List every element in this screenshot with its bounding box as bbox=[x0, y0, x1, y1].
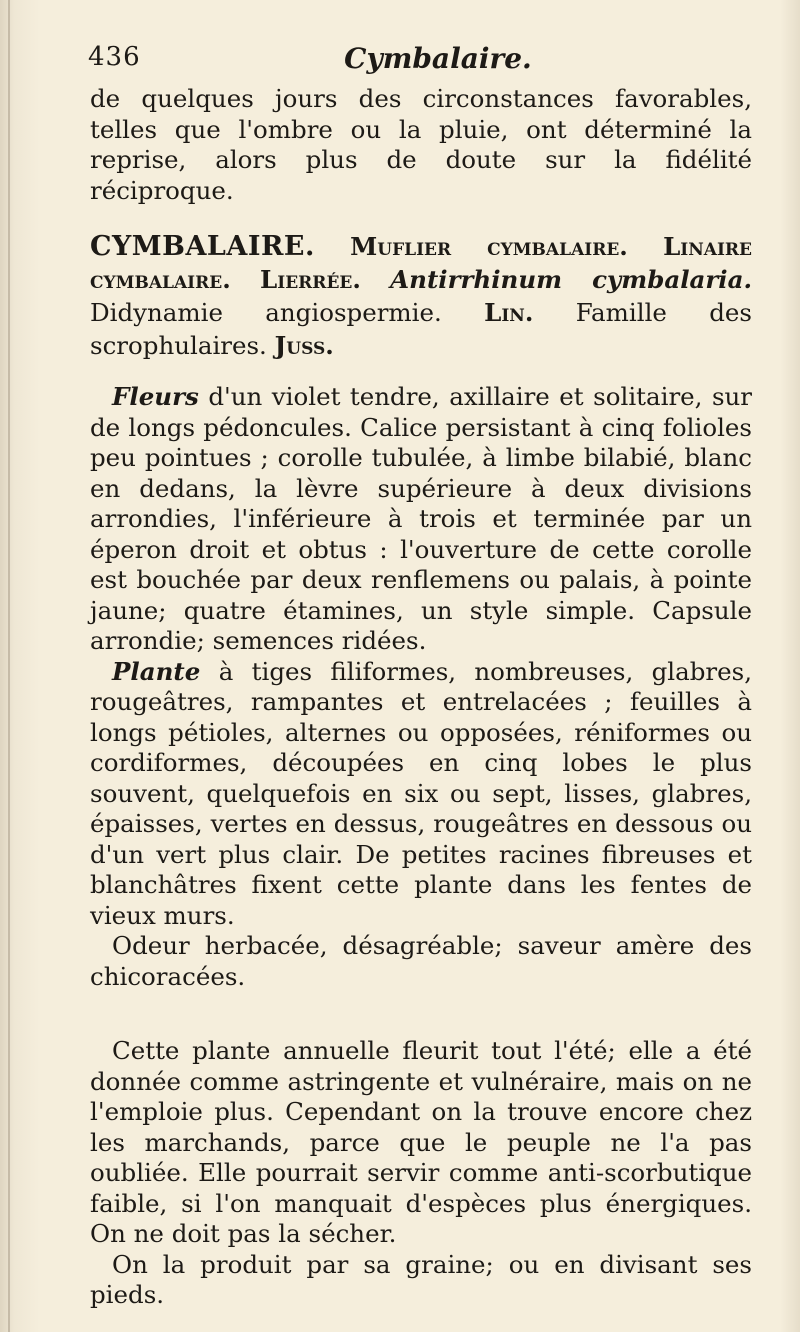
running-title: Cymbalaire. bbox=[344, 42, 532, 75]
plant-lead: Plante bbox=[112, 656, 201, 686]
synonym-muflier: Muflier cymbalaire. bbox=[350, 232, 628, 261]
intro-text: de quelques jours des circonstances favorables, telles que l'ombre ou la pluie, ont déterminé la reprise, alors plus de doute sur la fidélité réciproque. bbox=[90, 84, 752, 205]
usage-text: Cette plante annuelle fleurit tout l'été; elle a été donnée comme astringente et vulnéraire, mais on ne l'emploie plus. Cependant on la trouve encore chez les marchands, parce que le peuple ne l'a pas oubliée. Elle pourrait servir comme anti-scorbutique faible, si l'on manquait d'espèces plus énergiques. On ne doit pas la sécher. bbox=[90, 1036, 752, 1248]
propagation-text: On la produit par sa graine; ou en divisant ses pieds. bbox=[90, 1249, 752, 1309]
intro-paragraph bbox=[90, 84, 752, 206]
entry-heading-paragraph bbox=[90, 230, 752, 362]
odor-paragraph bbox=[90, 931, 752, 992]
flowers-text: d'un violet tendre, axillaire et solitaire, sur de longs pédoncules. Calice persistant à cinq folioles peu pointues ; corolle tubulée, à limbe bilabié, blanc en dedans, la lèvre supérieure à deux divisions arrondies, l'inférieure à trois et terminée par un éperon droit et obtus : l'ouverture de cette corolle est bouchée par deux renflemens ou palais, à pointe jaune; quatre étamines, un style simple. Capsule arrondie; semences ridées. bbox=[90, 382, 753, 655]
synonym-linaire: Linaire cymbalaire. bbox=[90, 232, 753, 294]
classification: Didynamie angiospermie. bbox=[90, 298, 442, 327]
body-text bbox=[90, 84, 752, 1311]
entry-title: CYMBALAIRE. bbox=[90, 231, 315, 262]
author-linnaeus: Lin. bbox=[484, 298, 534, 327]
page-gutter-edge bbox=[8, 0, 10, 1332]
plant-paragraph bbox=[90, 657, 752, 932]
latin-name: Antirrhinum cymbalaria. bbox=[390, 265, 752, 294]
running-header bbox=[88, 42, 708, 82]
flowers-paragraph bbox=[90, 382, 752, 657]
flowers-lead: Fleurs bbox=[112, 382, 199, 411]
synonym-lierree: Lierrée. bbox=[260, 265, 361, 294]
propagation-paragraph bbox=[90, 1250, 752, 1311]
page-number: 436 bbox=[88, 42, 141, 72]
author-jussieu: Juss. bbox=[274, 331, 334, 360]
odor-text: Odeur herbacée, désagréable; saveur amère des chicoracées. bbox=[90, 931, 752, 991]
plant-text: à tiges filiformes, nombreuses, glabres, rougeâtres, rampantes et entrelacées ; feuilles à longs pétioles, alternes ou opposées, réniformes ou cordiformes, découpées en cinq lobes le plus souvent, quelquefois en six ou sept, lisses, glabres, épaisses, vertes en dessus, rougeâtres en dessous ou d'un vert plus clair. De petites racines fibreuses et blanchâtres fixent cette plante dans les fentes de vieux murs. bbox=[90, 656, 753, 930]
usage-paragraph bbox=[90, 1036, 752, 1250]
family-name: Famille des scrophulaires. bbox=[90, 298, 752, 360]
